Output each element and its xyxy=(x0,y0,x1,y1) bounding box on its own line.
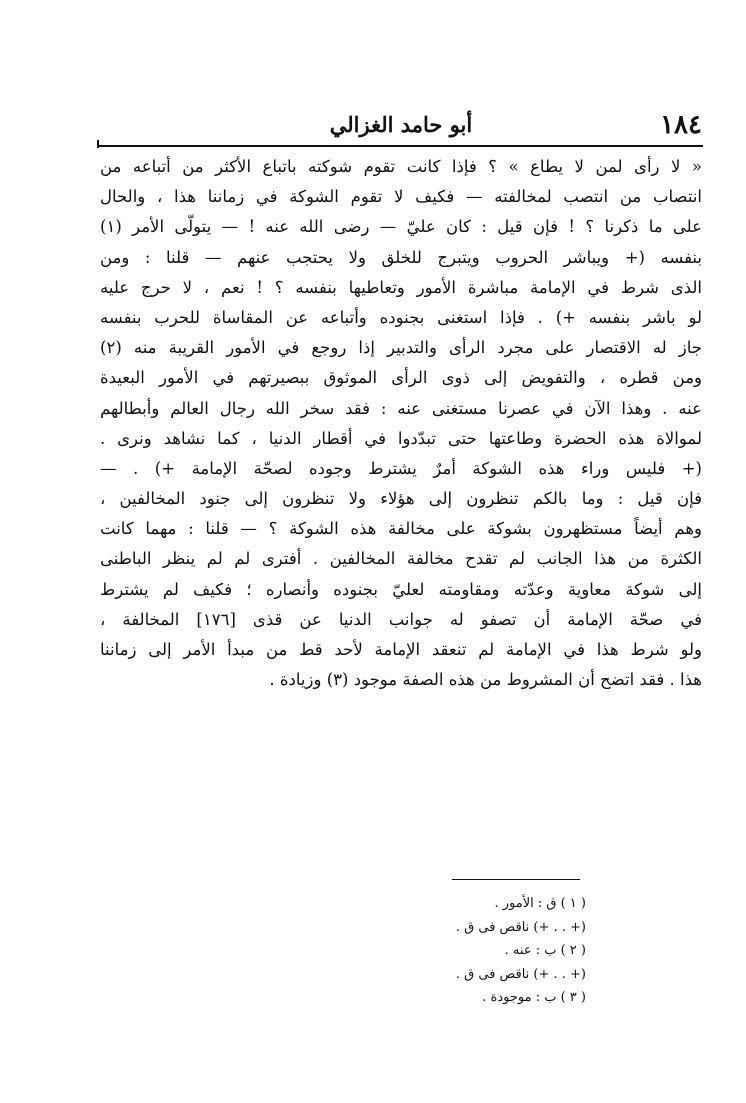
footnote: ( ٣ ) ب : موجودة . xyxy=(482,990,586,1006)
page-header xyxy=(100,108,702,142)
footnote: ( ١ ) ق : الأمور . xyxy=(494,896,586,911)
body-text xyxy=(100,152,702,695)
text-line: لموالاة هذه الحضرة وطاعتها حتى تبدّدوا في أقطار الدنيا ، كما نشاهد ونرى . xyxy=(100,428,702,448)
text-line: إلى شوكة معاوية وعدّته ومقاومته لعليّ بجنوده وأنصاره ؛ فكيف لم يشترط xyxy=(100,579,702,599)
text-line: ومن قطره ، والتفويض إلى ذوى الرأى الموثوق ببصيرتهم في الأمور البعيدة xyxy=(100,368,702,388)
text-line: انتصاب من انتصب لمخالفته — فكيف لا تقوم الشوكة في زماننا هذا ، والحال xyxy=(100,187,702,207)
text-line: لو باشر بنفسه +) . فإذا استغنى بجنوده وأتباعه عن المقاساة للحرب بنفسه xyxy=(100,307,702,327)
footnote-rule xyxy=(452,879,580,880)
text-line: جاز له الاقتصار على مجرد الرأى والتدبير إذا روجع في الأمور القريبة منه (٢) xyxy=(100,338,702,358)
running-title: أبو حامد الغزالي xyxy=(329,112,473,137)
text-line: على ما ذكرنا ؟ ! فإن قيل : كان عليّ — رضى الله عنه ! — يتولّى الأمر (١) xyxy=(100,217,702,237)
text-line: (+ فليس وراء هذه الشوكة أمرٌ يشترط وجوده لصحّة الإمامة +) . — xyxy=(100,458,702,478)
text-line: ولو شرط هذا في الإمامة لم تنعقد الإمامة لأحد قط من مبدأ الأمر إلى زماننا xyxy=(100,640,702,659)
text-line: « لا رأى لمن لا يطاع » ؟ فإذا كانت تقوم شوكته باتباع الأكثر من أتباعه من xyxy=(100,157,702,176)
text-line: الكثرة من هذا الجانب لم تقدح مخالفة المخالفين . أفترى لم لم ينظر الباطنى xyxy=(100,549,702,569)
text-line: الذى شرط في الإمامة مباشرة الأمور وتعاطيها بنفسه ؟ ! نعم ، لا حرج عليه xyxy=(100,277,702,297)
footnote: (+ . . +) ناقص فى ق . xyxy=(455,966,586,982)
text-line: وهم أيضاً مستظهرون بشوكة على مخالفة هذه الشوكة ؟ — قلنا : مهما كانت xyxy=(100,519,702,539)
header-rule xyxy=(99,145,703,147)
text-line: عنه . وهذا الآن في عصرنا مستغنى عنه : فقد سخر الله رجال العالم وأبطالهم xyxy=(100,398,702,418)
text-line: فإن قيل : وما بالكم تنظرون إلى هؤلاء ولا تنظرون إلى جنود المخالفين ، xyxy=(100,489,702,509)
footnote: ( ٢ ) ب : عنه . xyxy=(504,943,586,959)
text-line: هذا . فقد اتضح أن المشروط من هذه الصفة موجود (٣) وزيادة . xyxy=(269,670,702,690)
text-line: بنفسه (+ ويباشر الحروب ويتبرج للخلق ولا يحتجب عنهم — قلنا : ومن xyxy=(100,247,702,267)
footnote: (+ . . +) ناقص فى ق . xyxy=(455,919,586,935)
footnotes xyxy=(366,892,586,1010)
text-line: في صحّة الإمامة أن تصفو له جوانب الدنيا عن قذى [١٧٦] المخالفة ، xyxy=(100,609,702,629)
page-number: ١٨٤ xyxy=(660,110,702,140)
